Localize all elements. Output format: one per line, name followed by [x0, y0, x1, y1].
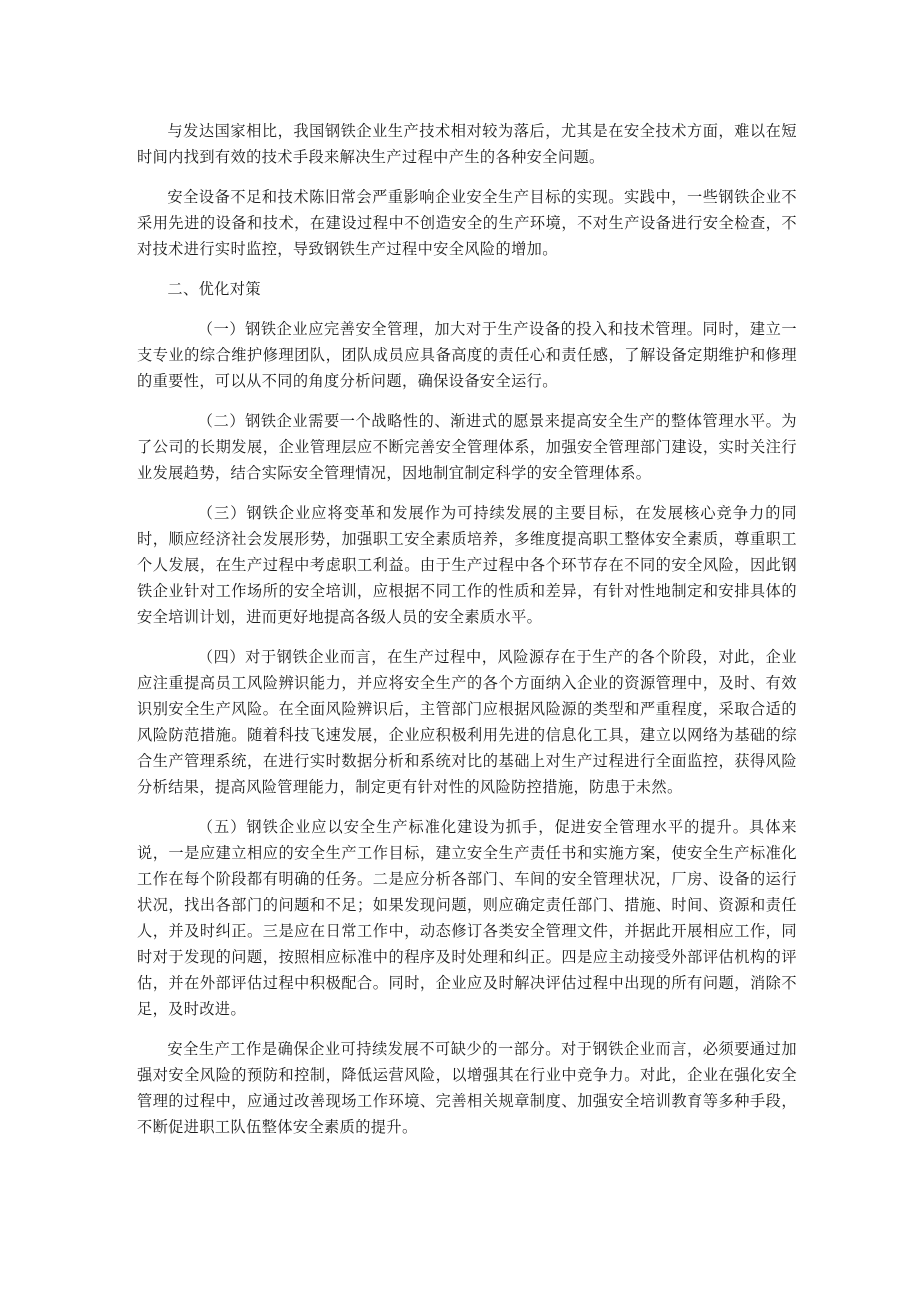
measure-paragraph: （四）对于钢铁企业而言，在生产过程中，风险源存在于生产的各个阶段，对此，企业应注重提高员工风险辨识能力，并应将安全生产的各个方面纳入企业的资源管理中，及时、有效识别安全生产风险。在全面风险辨识后，主管部门应根据风险源的类型和严重程度，采取合适的风险防范措施。随着科技飞速发展，企业应积极利用先进的信息化工具，建立以网络为基础的综合生产管理系统，在进行实时数据分析和系统对比的基础上对生产过程进行全面监控，获得风险分析结果，提高风险管理能力，制定更有针对性的风险防控措施，防患于未然。 [137, 648, 797, 796]
section-heading: 二、优化对策 [167, 280, 261, 298]
body-paragraph: 与发达国家相比，我国钢铁企业生产技术相对较为落后，尤其是在安全技术方面，难以在短时间内找到有效的技术手段来解决生产过程中产生的各种安全问题。 [137, 122, 797, 166]
measure-paragraph: （二）钢铁企业需要一个战略性的、渐进式的愿景来提高安全生产的整体管理水平。为了公司的长期发展，企业管理层应不断完善安全管理体系，加强安全管理部门建设，实时关注行业发展趋势，结合实际安全管理情况，因地制宜制定科学的安全管理体系。 [137, 412, 797, 482]
body-paragraph: 安全设备不足和技术陈旧常会严重影响企业安全生产目标的实现。实践中，一些钢铁企业不采用先进的设备和技术，在建设过程中不创造安全的生产环境，不对生产设备进行安全检查，不对技术进行实时监控，导致钢铁生产过程中安全风险的增加。 [137, 188, 797, 258]
conclusion-paragraph: 安全生产工作是确保企业可持续发展不可缺少的一部分。对于钢铁企业而言，必须要通过加强对安全风险的预防和控制，降低运营风险，以增强其在行业中竞争力。对此，企业在强化安全管理的过程中，应通过改善现场工作环境、完善相关规章制度、加强安全培训教育等多种手段，不断促进职工队伍整体安全素质的提升。 [137, 1040, 797, 1136]
measure-paragraph: （三）钢铁企业应将变革和发展作为可持续发展的主要目标，在发展核心竞争力的同时，顺应经济社会发展形势，加强职工安全素质培养，多维度提高职工整体安全素质，尊重职工个人发展，在生产过程中考虑职工利益。由于生产过程中各个环节存在不同的安全风险，因此钢铁企业针对工作场所的安全培训，应根据不同工作的性质和差异，有针对性地制定和安排具体的安全培训计划，进而更好地提高各级人员的安全素质水平。 [137, 504, 797, 626]
measure-paragraph: （五）钢铁企业应以安全生产标准化建设为抓手，促进安全管理水平的提升。具体来说，一是应建立相应的安全生产工作目标，建立安全生产责任书和实施方案，使安全生产标准化工作在每个阶段都有明确的任务。二是应分析各部门、车间的安全管理状况，厂房、设备的运行状况，找出各部门的问题和不足；如果发现问题，则应确定责任部门、措施、时间、资源和责任人，并及时纠正。三是应在日常工作中，动态修订各类安全管理文件，并据此开展相应工作，同时对于发现的问题，按照相应标准中的程序及时处理和纠正。四是应主动接受外部评估机构的评估，并在外部评估过程中积极配合。同时，企业应及时解决评估过程中出现的所有问题，消除不足，及时改进。 [137, 818, 797, 1018]
document-page [137, 118, 797, 1154]
measure-paragraph: （一）钢铁企业应完善安全管理，加大对于生产设备的投入和技术管理。同时，建立一支专业的综合维护修理团队，团队成员应具备高度的责任心和责任感，了解设备定期维护和修理的重要性，可以从不同的角度分析问题，确保设备安全运行。 [137, 320, 797, 390]
